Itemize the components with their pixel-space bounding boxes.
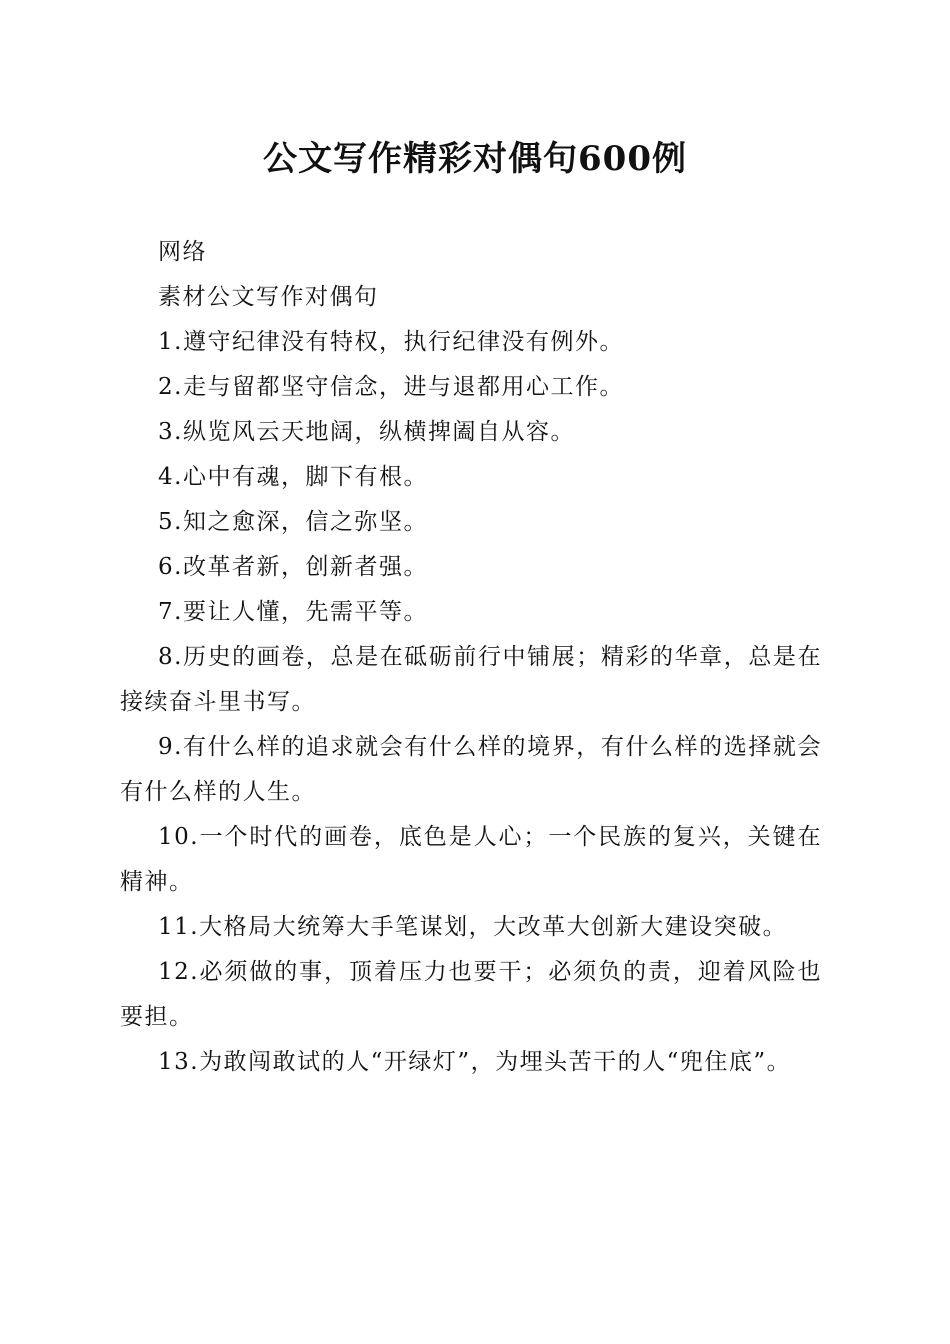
list-item: 7.要让人懂，先需平等。 — [158, 599, 428, 625]
list-item: 11.大格局大统筹大手笔谋划，大改革大创新大建设突破。 — [158, 914, 788, 940]
document-title: 公文写作精彩对偶句600例 — [263, 139, 687, 179]
list-item: 4.心中有魂，脚下有根。 — [158, 464, 428, 490]
list-item: 5.知之愈深，信之弥坚。 — [158, 509, 428, 535]
list-item: 12.必须做的事，顶着压力也要干；必须负的责，迎着风险也要担。 — [120, 959, 822, 1030]
paragraph-source: 网络 — [158, 239, 207, 265]
list-item: 6.改革者新，创新者强。 — [158, 554, 428, 580]
list-item: 3.纵览风云天地阔，纵横捭阖自从容。 — [158, 419, 575, 445]
list-item: 1.遵守纪律没有特权，执行纪律没有例外。 — [158, 329, 624, 355]
list-item: 2.走与留都坚守信念，进与退都用心工作。 — [158, 374, 624, 400]
list-item: 9.有什么样的追求就会有什么样的境界，有什么样的选择就会有什么样的人生。 — [120, 734, 822, 805]
list-item: 8.历史的画卷，总是在砥砺前行中铺展；精彩的华章，总是在接续奋斗里书写。 — [120, 644, 822, 715]
paragraph-subtitle: 素材公文写作对偶句 — [158, 284, 379, 310]
document-body — [120, 230, 822, 1085]
list-item: 10.一个时代的画卷，底色是人心；一个民族的复兴，关键在精神。 — [120, 824, 822, 895]
list-item: 13.为敢闯敢试的人“开绿灯”，为埋头苦干的人“兜住底”。 — [158, 1049, 792, 1075]
